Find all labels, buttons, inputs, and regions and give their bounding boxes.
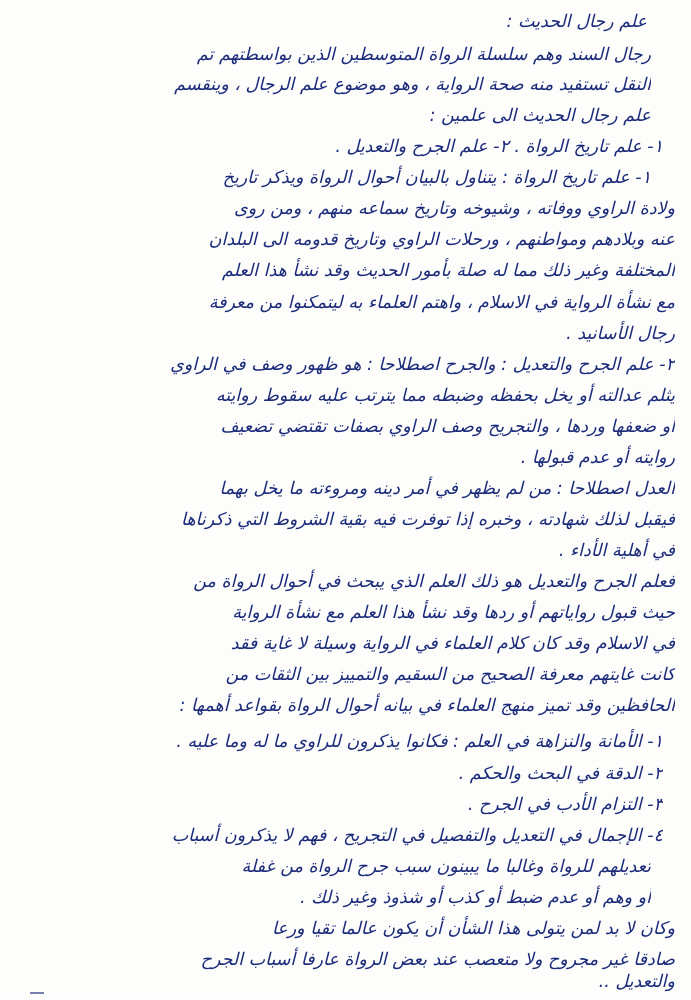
text-line: صادقا غير مجروح ولا متعصب عند بعض الرواة عارفا أسباب الجرح — [200, 950, 675, 970]
text-line: مع نشأة الرواية في الاسلام ، واهتم العلماء به ليتمكنوا من معرفة — [208, 293, 675, 313]
list-item: ٣- التزام الأدب في الجرح . — [467, 795, 663, 815]
text-line: الحافظين وقد تميز منهج العلماء في بيانه أحوال الرواة بقواعد أهمها : — [179, 696, 675, 716]
text-line: في الاسلام وقد كان كلام العلماء في الرواية وسيلة لا غاية فقد — [230, 634, 675, 654]
text-line: كانت غايتهم معرفة الصحيح من السقيم والتمييز بين الثقات من — [225, 665, 675, 685]
text-line: المختلفة وغير ذلك مما له صلة بأمور الحديث وقد نشأ هذا العلم — [221, 261, 675, 281]
text-line: رجال السند وهم سلسلة الرواة المتوسطين الذين بواسطتهم تم — [196, 45, 651, 65]
document-title: علم رجال الحديث : — [506, 12, 647, 32]
stray-pen-mark — [30, 992, 44, 994]
text-line: يثلم عدالته أو يخل بحفظه وضبطه مما يترتب عليه سقوط روايته — [215, 386, 675, 406]
text-line: حيث قبول رواياتهم أو ردها وقد نشأ هذا العلم مع نشأة الرواية — [232, 603, 675, 623]
text-line: روايته أو عدم قبولها . — [520, 448, 675, 468]
text-line: ١- علم تاريخ الرواة . ٢- علم الجرح والتعديل . — [335, 137, 663, 157]
list-item: ٢- الدقة في البحث والحكم . — [458, 764, 663, 784]
text-line: أو وهم أو عدم ضبط أو كذب أو شذوذ وغير ذلك . — [299, 888, 651, 908]
text-line: النقل تستفيد منه صحة الرواية ، وهو موضوع علم الرجال ، وينقسم — [174, 75, 651, 95]
text-line: ٢- علم الجرح والتعديل : والجرح اصطلاحا : هو ظهور وصف في الراوي — [170, 355, 675, 375]
text-line: في أهلية الأداء . — [558, 541, 675, 561]
text-line: فيقبل لذلك شهادته ، وخبره إذا توفرت فيه بقية الشروط التي ذكرناها — [181, 510, 675, 530]
text-line: ولادة الراوي ووفاته ، وشيوخه وتاريخ سماعه منهم ، ومن روى — [234, 199, 675, 219]
text-line: أو ضعفها وردها ، والتجريح وصف الراوي بصفات تقتضي تضعيف — [220, 417, 675, 437]
text-line: رجال الأسانيد . — [566, 324, 675, 344]
text-line: فعلم الجرح والتعديل هو ذلك العلم الذي يبحث في أحوال الرواة من — [193, 572, 675, 592]
text-line: تعديلهم للرواة وغالبا ما يبينون سبب جرح الرواة من غفلة — [241, 857, 651, 877]
text-line: والتعديل .. — [598, 972, 675, 992]
text-line: العدل اصطلاحا : من لم يظهر في أمر دينه ومروءته ما يخل بهما — [219, 479, 675, 499]
list-item: ١- الأمانة والنزاهة في العلم : فكانوا يذكرون للراوي ما له وما عليه . — [176, 732, 663, 752]
list-item: ٤- الإجمال في التعديل والتفصيل في التجريح ، فهم لا يذكرون أسباب — [171, 826, 663, 846]
text-line: علم رجال الحديث الى علمين : — [429, 106, 651, 126]
text-line: عنه وبلادهم ومواطنهم ، ورحلات الراوي وتاريخ قدومه الى البلدان — [208, 230, 675, 250]
text-line: ١- علم تاريخ الرواة : يتناول بالبيان أحوال الرواة ويذكر تاريخ — [222, 168, 651, 188]
text-line: وكان لا بد لمن يتولى هذا الشأن أن يكون عالما تقيا ورعا — [271, 919, 675, 939]
